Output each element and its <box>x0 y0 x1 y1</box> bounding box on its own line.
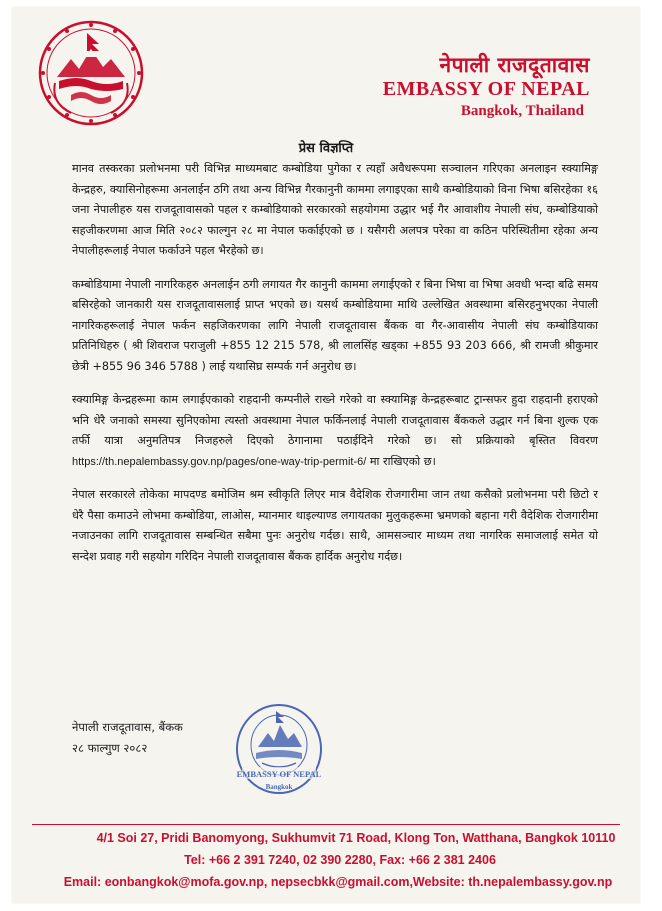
procedure-link[interactable]: https://th.nepalembassy.gov.np/pages/one-way-trip-permit-6/ <box>72 455 367 468</box>
footer-contact: Email: eonbangkok@mofa.gov.np, nepsecbkk@gmail.com,Website: th.nepalembassy.gov.np <box>63 875 613 889</box>
signature-office: नेपाली राजदूतावास, बैंकक <box>72 720 183 734</box>
footer-divider <box>32 824 620 825</box>
signature-block <box>72 717 183 759</box>
paragraph-contact: कम्बोडियामा नेपाली नागरिकहरु अनलाईन ठगी लगायत गैर कानुनी काममा लगाईएको र बिना भिषा वा भिषा अवधी भन्दा बढि समय बसिरहेको जानकारी यस राजदूतावासलाई प्राप्त भएको छ। यसर्थ कम्बोडियामा माथि उल्लेखित अवस्थामा बसिरहनुभएका नेपाली नागरिकहरूलाई नेपाल फर्कन सहजिकरणका लागि नेपाली राजदूतावास बैंकक वा गैर-आवासीय नेपाली संघ कम्बोडियाका प्रतिनिधिहरु ( श्री शिवराज पराजुली +855 12 215 578, श्री लालसिंह खड्का +855 93 203 666, श्री रामजी श्रीकुमार छेत्री +855 96 346 5788 ) लाई यथासिघ्र सम्पर्क गर्न अनुरोध छ। <box>72 277 598 373</box>
press-release-body <box>72 159 598 580</box>
paragraph-passport-text: स्क्यामिङ्ग केन्द्रहरूमा काम लगाईएकाको राहदानी कम्पनीले राख्ने गरेको वा स्क्यामिङ्ग केन्द्रहरूबाट ट्रान्सफर हुदा राहदानी हराएको भनि धेरै जनाको समस्या सुनिएकोमा त्यस्तो अवस्थामा नेपाल फर्किनलाई नेपाली राजदूतावास बैंककले उद्धार गर्न बिना शुल्क एक तर्फी यात्रा अनुमतिपत्र निजहरुले दिएको ठेगानामा पठाईदिने गरेको छ। सो प्रक्रियाको बृस्तित विवरण <box>72 393 598 447</box>
paragraph-rescue: मानव तस्करका प्रलोभनमा परी विभिन्न माध्यमबाट कम्बोडिया पुगेका र त्यहाँ अवैधरूपमा सञ्चालन गरिएका अनलाइन स्क्यामिङ्ग केन्द्रहरु, क्यासिनोहरूमा अनलाईन ठगि तथा अन्य विभिन्न गैरकानुनी काममा लगाइएका साथै कम्बोडियाको विना भिषा बसिरहेका १६ जना नेपालीहरु यस राजदूतावासको पहल र कम्बोडियाको सरकारको सहयोगमा उद्धार भई गैर आवाशीय नेपाली संघ, कम्बोडियाको सहजीकरणमा आज मिति २०८२ फाल्गुन २८ मा नेपाल फर्काईएको छ । यसैगरी अलपत्र परेका वा कठिन परिस्थितीमा रहेका अन्य नेपालीहरूलाई नेपाल फर्काउने पहल भैरहेको छ। <box>72 162 598 257</box>
footer-phones: Tel: +66 2 391 7240, 02 390 2280, Fax: +66 2 381 2406 <box>184 853 496 867</box>
government-seal-logo <box>37 19 145 127</box>
letterhead-footer <box>12 827 640 893</box>
embassy-stamp-logo <box>234 701 324 797</box>
stamp-text-bottom: Bangkok <box>265 783 293 791</box>
paragraph-passport <box>72 390 598 472</box>
embassy-name-english: EMBASSY OF NEPAL <box>382 78 590 100</box>
document-title: प्रेस विज्ञप्ति <box>298 141 354 156</box>
signature-date: २८ फाल्गुण २०८२ <box>72 741 148 755</box>
embassy-letterhead <box>383 53 590 121</box>
paragraph-appeal: नेपाल सरकारले तोकेका मापदण्ड बमोजिम श्रम स्वीकृति लिएर मात्र वैदेशिक रोजगारीमा जान तथा कसैको प्रलोभनमा परी छिटो र धेरै पैसा कमाउने लोभमा कम्बोडिया, लाओस, म्यानमार थाइल्याण्ड लगायतका मुलुकहरूमा भ्रमणको बहाना गरी वैदेशिक रोजगारीमा नजाउनका लागि राजदूतावास सम्बन्धित सबैमा पुनः अनुरोध गर्दछ। साथै, आमसञ्चार माध्यम तथा नागरिक समाजलाई समेत यो सन्देश प्रवाह गरी सहयोग गरिदिन नेपाली राजदूतावास बैंकक हार्दिक अनुरोध गर्दछ। <box>72 488 598 563</box>
stamp-text-top: EMBASSY OF NEPAL <box>236 769 322 779</box>
embassy-name-nepali: नेपाली राजदूतावास <box>439 53 590 77</box>
footer-address: 4/1 Soi 27, Pridi Banomyong, Sukhumvit 71 Road, Klong Ton, Watthana, Bangkok 10110 <box>96 831 616 845</box>
procedure-link-suffix: मा राखिएको छ। <box>366 454 436 468</box>
letter-page <box>12 7 640 903</box>
embassy-city: Bangkok, Thailand <box>460 103 584 119</box>
